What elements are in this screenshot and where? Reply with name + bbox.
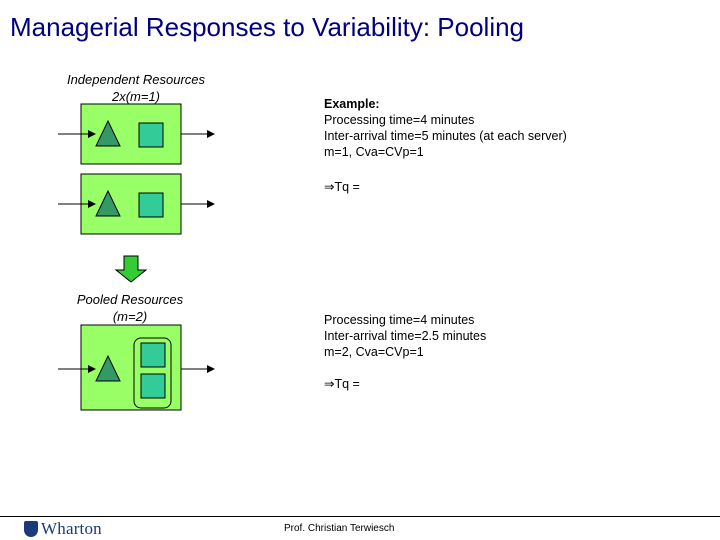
example1-line3: m=1, Cva=CVp=1 — [324, 145, 424, 159]
pooled-label-line2: (m=2) — [112, 309, 148, 324]
example2-line3: m=2, Cva=CVp=1 — [324, 345, 424, 359]
server-square — [139, 193, 163, 217]
example2-result: ⇒Tq = — [324, 377, 360, 391]
resource-box — [81, 325, 181, 410]
independent-label-line1: Independent Resources — [66, 72, 206, 87]
server-square-2 — [141, 374, 165, 398]
wharton-shield-icon — [24, 521, 38, 537]
footer-divider — [0, 516, 720, 517]
example2-line2: Inter-arrival time=2.5 minutes — [324, 329, 487, 343]
independent-resource-2 — [58, 174, 214, 234]
example1-result: ⇒Tq = — [324, 180, 360, 194]
pooled-resource — [58, 325, 214, 410]
resource-box — [81, 104, 181, 164]
independent-resource-1 — [58, 104, 214, 164]
slide-title: Managerial Responses to Variability: Pooling — [10, 12, 525, 42]
example1-heading: Example: — [324, 97, 380, 111]
example1-line1: Processing time=4 minutes — [324, 113, 475, 127]
example1-line2: Inter-arrival time=5 minutes (at each server) — [324, 129, 567, 143]
resource-box — [81, 174, 181, 234]
example2-line1: Processing time=4 minutes — [324, 313, 475, 327]
independent-label-line2: 2x(m=1) — [111, 89, 161, 104]
footer-author: Prof. Christian Terwiesch — [284, 523, 395, 534]
wharton-wordmark: Wharton — [41, 519, 102, 538]
pooled-label-line1: Pooled Resources — [76, 292, 184, 307]
server-square-1 — [141, 343, 165, 367]
server-square — [139, 123, 163, 147]
wharton-logo — [24, 519, 102, 539]
down-arrow-icon — [116, 256, 146, 282]
